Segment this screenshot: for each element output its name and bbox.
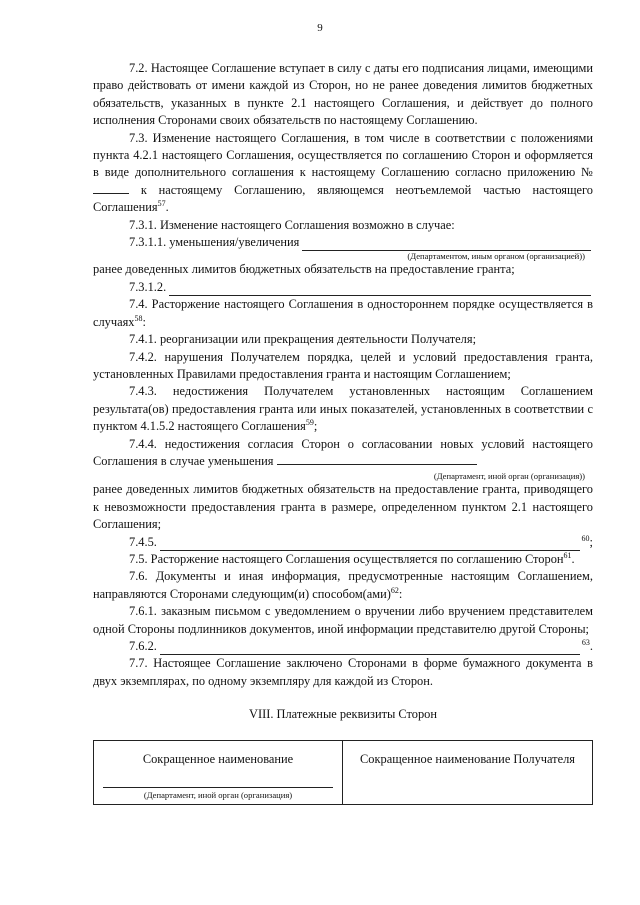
clause-7-3-1-2-fill-line[interactable] [169, 282, 591, 296]
document-body [93, 60, 593, 805]
clause-7-4-1: 7.4.1. реорганизации или прекращения деятельности Получателя; [129, 332, 477, 347]
clause-7-3: 7.3. Изменение настоящего Соглашения, в том числе в соответствии с положениями пункта 4.2.1 настоящего Соглашения, осуществляется по соглашению Сторон и оформляется в виде дополнительного соглашения к настоящему Соглашению согласно приложению № к настоящему Соглашению, являющемся неотъемлемой частью настоящего Соглашения$^{57}$. [93, 130, 593, 215]
clause-7-5-text: 7.5. Расторжение настоящего Соглашения осуществляется по соглашению Сторон [129, 551, 564, 566]
table-row [94, 740, 593, 804]
clause-7-6-2-row [93, 638, 593, 655]
clause-7-7: 7.7. Настоящее Соглашение заключено Сторонами в форме бумажного документа в двух экземплярах, по одному экземпляру для каждой из Сторон. [93, 656, 593, 688]
clause-7-2: 7.2. Настоящее Соглашение вступает в силу с даты его подписания лицами, имеющими право действовать от имени каждой из Сторон, но не ранее доведения лимитов бюджетных обязательств, указанных в пункте 2.1 настоящего Соглашения, и действует до полного исполнения Сторонами своих обязательств по настоящему Соглашению. [93, 61, 593, 128]
clause-7-3-1-1-continuation: ранее доведенных лимитов бюджетных обязательств на предоставление гранта; [93, 262, 515, 277]
dept-note-2: (Департамент, иной орган (организация)) [433, 471, 585, 482]
clause-7-4-4 [93, 436, 593, 471]
clause-7-6-text: 7.6. Документы и иная информация, предусмотренные настоящим Соглашением, направляются Сторонами следующим(и) способом(ами) [93, 569, 593, 601]
clause-7-4: 7.4. Расторжение настоящего Соглашения в одностороннем порядке осуществляется в случаях$^{58}$: [93, 297, 593, 329]
clause-7-4-3-text: 7.4.3. недостижения Получателем установленных настоящим Соглашением результата(ов) предоставления гранта или иных показателей, установленных в соответствии с пунктом 4.1.5.2 настоящего Соглашения [93, 384, 593, 434]
clause-7-4-4-fill-line[interactable] [277, 453, 477, 465]
clause-7-4-4-continuation: ранее доведенных лимитов бюджетных обязательств на предоставление гранта, приводящего к невозможности предоставления гранта в размере, определенном пунктом 2.1 настоящего Соглашения; [93, 482, 593, 532]
footnote-ref-57: 57 [157, 199, 166, 209]
clause-7-3-1-1-fill-line[interactable] [302, 237, 591, 251]
clause-7-4-5-row [93, 534, 593, 551]
footnote-ref-59: 59 [305, 418, 314, 427]
section-title: VIII. Платежные реквизиты Сторон [249, 707, 437, 722]
clause-7-3-1-1-row [93, 234, 593, 251]
appendix-number-blank[interactable] [93, 182, 129, 194]
clause-7-6-2-fill-line[interactable] [160, 641, 580, 655]
department-note: (Департамент, иной орган (организация) [143, 790, 293, 801]
party-department-cell [94, 740, 343, 804]
department-short-name-header: Сокращенное наименование [142, 751, 294, 766]
clause-7-4-4-text: 7.4.4. недостижения согласия Сторон о согласовании новых условий настоящего Соглашения в случае уменьшения [93, 436, 593, 468]
clause-7-6-1: 7.6.1. заказным письмом с уведомлением о вручении либо вручением представителем одной Стороны подлинников документов, иной информации представителю другой Стороны; [93, 604, 593, 636]
party-recipient-cell [343, 740, 593, 804]
footnote-ref-58: 58 [134, 313, 143, 323]
clause-7-4-5-end: $^{60}$; [581, 533, 593, 549]
clause-7-3-1-2-row [93, 279, 593, 296]
clause-7-3-part-b: к настоящему Соглашению, являющемся неотъемлемой частью настоящего Соглашения [93, 182, 593, 215]
page-number: 9 [317, 22, 323, 34]
footnote-ref-63: 63 [581, 637, 590, 647]
clause-7-3-1: 7.3.1. Изменение настоящего Соглашения возможно в случае: [129, 217, 455, 232]
clause-7-4-3: 7.4.3. недостижения Получателем установленных настоящим Соглашением результата(ов) предоставления гранта или иных показателей, установленных в соответствии с пунктом 4.1.5.2 настоящего Соглашения$^{59}$; [93, 384, 593, 434]
footnote-ref-62: 62 [390, 585, 399, 595]
clause-7-3-1-1-label: 7.3.1.1. уменьшения/увеличения [129, 235, 300, 250]
clause-7-6: 7.6. Документы и иная информация, предусмотренные настоящим Соглашением, направляются Сторонами следующим(и) способом(ами)$^{62}$: [93, 569, 593, 601]
footnote-ref-61: 61 [563, 550, 572, 560]
clause-7-5: 7.5. Расторжение настоящего Соглашения осуществляется по соглашению Сторон$^{61}$. [129, 550, 575, 566]
dept-note-1: (Департаментом, иным органом (организацией)) [407, 251, 585, 262]
clause-7-6-2-end: $^{63}$. [581, 637, 593, 653]
department-name-fill-line[interactable] [103, 786, 333, 788]
clause-7-3-1-2-label: 7.3.1.2. [129, 279, 167, 294]
clause-7-4-text: 7.4. Расторжение настоящего Соглашения в одностороннем порядке осуществляется в случаях [93, 297, 593, 329]
clause-7-3-part-a: 7.3. Изменение настоящего Соглашения, в том числе в соответствии с положениями пункта 4.2.1 настоящего Соглашения, осуществляется по соглашению Сторон и оформляется в виде дополнительного соглашения к настоящему Соглашению согласно приложению № [93, 130, 593, 180]
clause-7-4-5-label: 7.4.5. [129, 534, 157, 549]
recipient-short-name-header: Сокращенное наименование Получателя [360, 751, 575, 766]
clause-7-4-5-fill-line[interactable] [160, 537, 580, 551]
requisites-table [93, 740, 593, 805]
clause-7-6-2-label: 7.6.2. [129, 639, 157, 653]
footnote-ref-60: 60 [581, 533, 590, 543]
clause-7-4-2: 7.4.2. нарушения Получателем порядка, целей и условий предоставления гранта, установленных Правилами предоставления гранта и настоящим Соглашением; [93, 349, 593, 381]
